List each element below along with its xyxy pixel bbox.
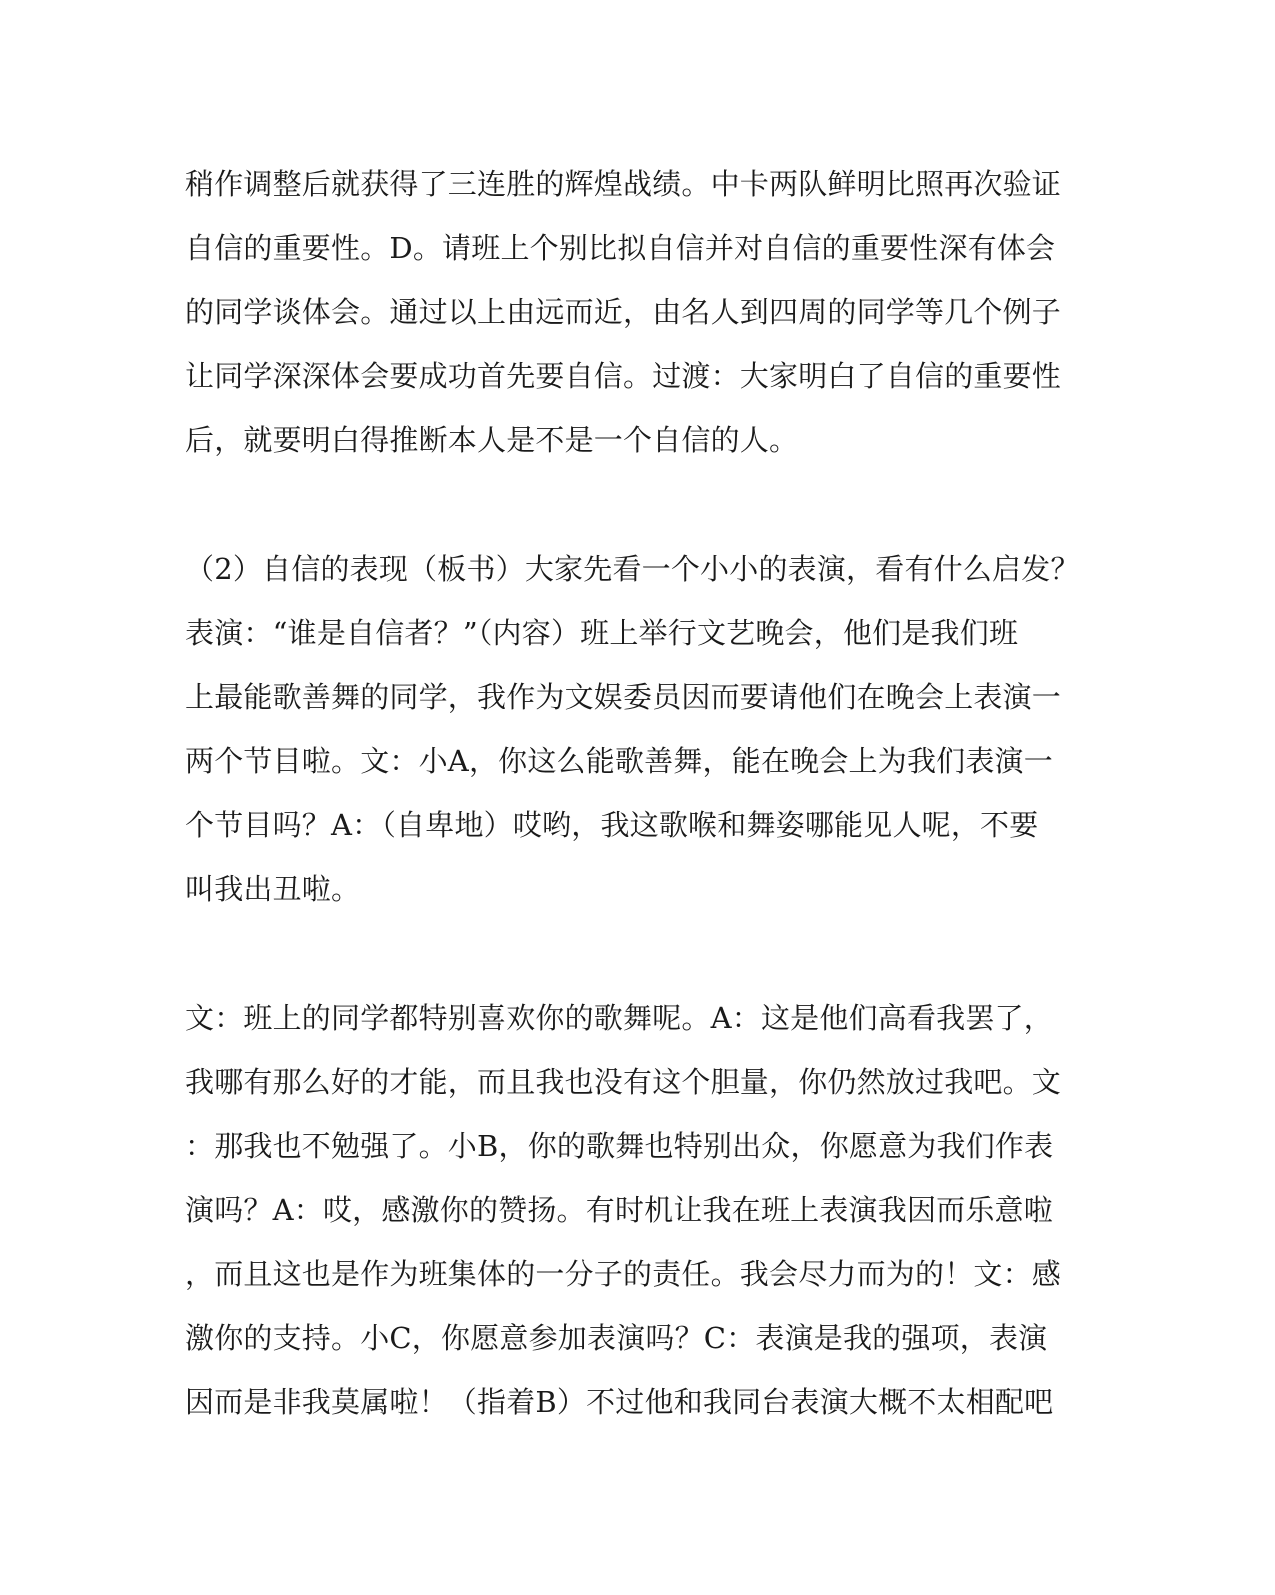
paragraph-1: [185, 152, 1062, 472]
text-line: 演吗？A：哎，感激你的赞扬。有时机让我在班上表演我因而乐意啦: [185, 1193, 1053, 1227]
text-line: 个节目吗？A：（自卑地）哎哟，我这歌喉和舞姿哪能见人呢，不要: [185, 808, 1039, 842]
text-line: 表演：“谁是自信者？”（内容）班上举行文艺晚会，他们是我们班: [185, 616, 1019, 650]
text-line: 后，就要明白得推断本人是不是一个自信的人。: [185, 423, 799, 457]
text-line: 稍作调整后就获得了三连胜的辉煌战绩。中卡两队鲜明比照再次验证: [185, 167, 1062, 201]
text-line: 自信的重要性。D。请班上个别比拟自信并对自信的重要性深有体会: [185, 231, 1056, 265]
text-line: 两个节目啦。文：小A，你这么能歌善舞，能在晚会上为我们表演一: [185, 744, 1053, 778]
text-line: 上最能歌善舞的同学，我作为文娱委员因而要请他们在晚会上表演一: [185, 680, 1062, 714]
paragraph-2: [185, 537, 1080, 921]
text-line: 我哪有那么好的才能，而且我也没有这个胆量，你仍然放过我吧。文: [185, 1065, 1062, 1099]
text-line: ：那我也不勉强了。小B，你的歌舞也特别出众，你愿意为我们作表: [185, 1129, 1054, 1163]
text-line: 叫我出丑啦。: [185, 872, 361, 906]
text-line: ，而且这也是作为班集体的一分子的责任。我会尽力而为的！文：感: [185, 1257, 1062, 1291]
text-line: 文：班上的同学都特别喜欢你的歌舞呢。A：这是他们高看我罢了，: [185, 1001, 1053, 1035]
text-line: 的同学谈体会。通过以上由远而近，由名人到四周的同学等几个例子: [185, 295, 1062, 329]
text-line: 激你的支持。小C，你愿意参加表演吗？C：表演是我的强项，表演: [185, 1321, 1048, 1355]
text-line: 因而是非我莫属啦！（指着B）不过他和我同台表演大概不太相配吧: [185, 1385, 1054, 1419]
text-line: 让同学深深体会要成功首先要自信。过渡：大家明白了自信的重要性: [185, 359, 1062, 393]
text-line: （2）自信的表现（板书）大家先看一个小小的表演，看有什么启发？: [185, 552, 1080, 586]
paragraph-3: [185, 986, 1062, 1434]
